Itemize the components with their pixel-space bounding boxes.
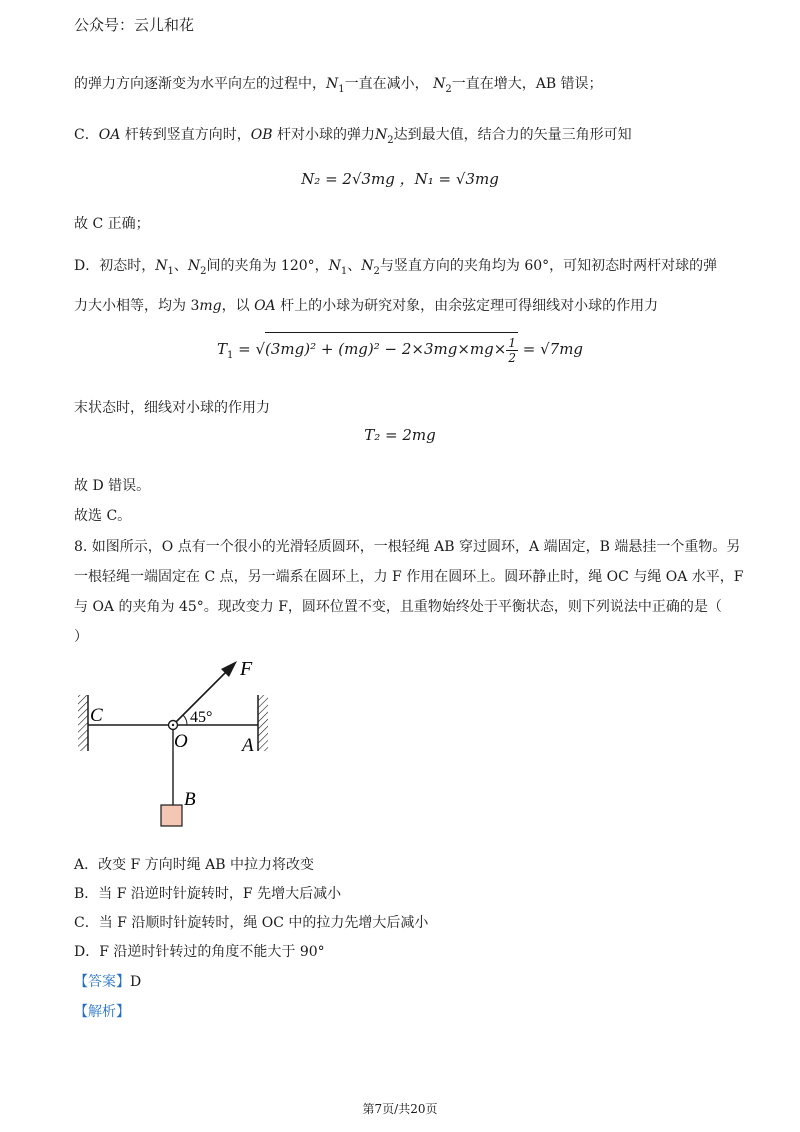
text-line — [74, 296, 658, 316]
conclusion-d: 故 D 错误。 — [74, 478, 151, 494]
eq-sub: 1 — [226, 350, 234, 361]
text-span: OA — [98, 127, 121, 143]
equation-1: N₂ = 2√3mg ，N₁ = √3mg — [301, 170, 499, 188]
eq-right: = √7mg — [522, 340, 584, 358]
text-span: mg — [199, 298, 222, 314]
equation-3: T₂ = 2mg — [364, 426, 436, 444]
text-span: 力大小相等，均为 3 — [74, 298, 200, 314]
label-f: F — [240, 658, 253, 680]
radicand: (3mg)² + (mg)² − 2×3mg×mg× — [265, 340, 507, 358]
wall-left — [78, 695, 88, 751]
symbol-n1: $N_1$ — [326, 76, 345, 95]
answer-tag: 【答案】 — [74, 974, 130, 990]
analysis-line — [74, 1002, 130, 1022]
symbol-n2: $N_2$ — [361, 258, 380, 277]
answer-line — [74, 972, 141, 992]
conclusion-c: 故 C 正确； — [74, 216, 150, 232]
page-footer: 第7页/共20页 — [362, 1102, 438, 1116]
option-a: A．改变 F 方向时绳 AB 中拉力将改变 — [74, 857, 315, 873]
wall-right — [258, 695, 268, 751]
text-span: C． — [74, 127, 99, 143]
choose-text: 故选 C。 — [74, 508, 132, 524]
eq-left: T — [216, 340, 227, 358]
text-span: 一直在减小， — [344, 76, 429, 92]
text-line — [74, 125, 632, 151]
fraction-den: 2 — [508, 350, 516, 365]
angle-arc — [183, 715, 187, 725]
text-span: 达到最大值，结合力的矢量三角形可知 — [393, 127, 632, 143]
symbol-n2: $N_2$ — [374, 127, 394, 146]
text-line — [74, 256, 717, 282]
text-span: 杆对小球的弹力 — [272, 127, 375, 143]
radical — [265, 332, 518, 365]
text-span: 、 — [173, 258, 188, 274]
q8-line-1: 8. 如图所示，O 点有一个很小的光滑轻质圆环，一根轻绳 AB 穿过圆环，A 端固定，B 端悬挂一个重物。另 — [74, 539, 741, 555]
fraction — [506, 336, 518, 365]
equation-2: $T_1 = √(3mg)^2 + (mg)^2 - 2\times 3mg\times mg\times$ $\frac{1}{2}$ = √7mg — [0, 332, 800, 371]
label-b: B — [184, 789, 196, 810]
text-span: D．初态时， — [74, 258, 156, 274]
text-span: 与竖直方向的夹角均为 60°，可知初态时两杆对球的弹 — [379, 258, 718, 274]
option-d: D．F 沿逆时针转过的角度不能大于 90° — [74, 944, 325, 960]
text-span: 间的夹角为 120°， — [206, 258, 329, 274]
q8-line-4: ） — [74, 629, 88, 645]
label-o: O — [174, 731, 188, 752]
weight-box — [161, 805, 182, 826]
text-span: 、 — [347, 258, 362, 274]
text-line — [74, 74, 603, 100]
text-span: ，以 — [221, 298, 255, 314]
option-c: C．当 F 沿顺时针旋转时，绳 OC 中的拉力先增大后减小 — [74, 915, 429, 931]
label-c: C — [90, 705, 103, 726]
q8-line-3: 与 OA 的夹角为 45°。现改变力 F，圆环位置不变，且重物始终处于平衡状态，则下列说法中正确的是（ — [74, 599, 722, 615]
symbol-n1: $N_1$ — [155, 258, 174, 277]
answer-value: D — [130, 974, 142, 990]
text-span: OA — [254, 298, 276, 314]
analysis-tag: 【解析】 — [74, 1004, 130, 1020]
symbol-n2: $N_2$ — [433, 76, 452, 95]
text-span: OB — [250, 127, 273, 143]
label-a: A — [242, 735, 254, 756]
symbol-n2: $N_2$ — [187, 258, 207, 277]
physics-figure — [70, 655, 290, 835]
symbol-n1: $N_1$ — [328, 258, 348, 277]
angle-label: 45° — [190, 709, 213, 726]
text-span: 一直在增大，AB 错误； — [451, 76, 603, 92]
q8-line-2: 一根轻绳一端固定在 C 点，另一端系在圆环上，力 F 作用在圆环上。圆环静止时，绳 OC 与绳 OA 水平，F — [74, 569, 744, 585]
text-span: 杆转到竖直方向时， — [120, 127, 251, 143]
text-span: 杆上的小球为研究对象，由余弦定理可得细线对小球的作用力 — [275, 298, 659, 314]
fraction-num: 1 — [508, 335, 516, 350]
page-header: 公众号：云儿和花 — [74, 16, 195, 34]
text-span: 的弹力方向逐渐变为水平向左的过程中， — [74, 76, 326, 92]
end-state-text: 末状态时，细线对小球的作用力 — [74, 400, 270, 416]
option-b: B．当 F 沿逆时针旋转时，F 先增大后减小 — [74, 886, 342, 902]
